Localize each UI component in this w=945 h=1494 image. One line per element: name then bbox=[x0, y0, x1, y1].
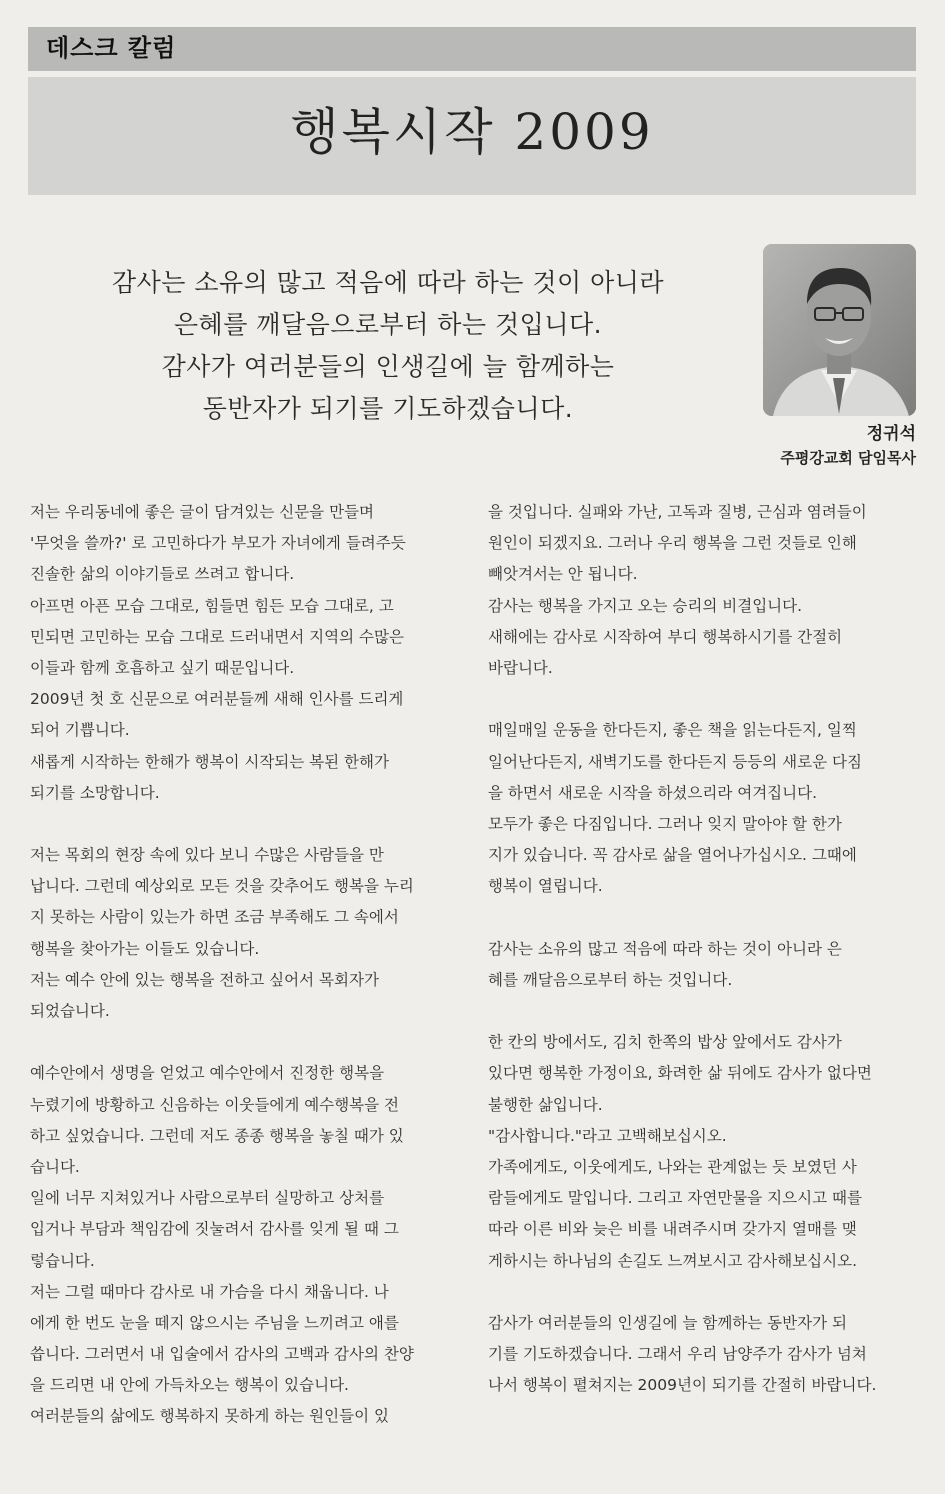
pull-quote-line: 동반자가 되기를 기도하겠습니다. bbox=[202, 394, 574, 423]
body-text-line: "감사합니다."라고 고백해보십시오. bbox=[488, 1126, 727, 1145]
body-column-left bbox=[30, 497, 470, 1433]
body-text-line: 나서 행복이 펼쳐지는 2009년이 되기를 간절히 바랍니다. bbox=[488, 1376, 877, 1395]
body-text-line: 저는 우리동네에 좋은 글이 담겨있는 신문을 만들며 bbox=[30, 503, 374, 521]
paragraph-gap bbox=[30, 1027, 470, 1058]
body-text-line: 불행한 삶입니다. bbox=[488, 1095, 603, 1114]
body-text-line: 람들에게도 말입니다. 그리고 자연만물을 지으시고 때를 bbox=[488, 1189, 862, 1208]
body-text-line: 새해에는 감사로 시작하여 부디 행복하시기를 간절히 bbox=[488, 627, 843, 646]
body-text-line: 이들과 함께 호흡하고 싶기 때문입니다. bbox=[30, 658, 295, 677]
body-text-line: 진솔한 삶의 이야기들로 쓰려고 합니다. bbox=[30, 565, 295, 584]
body-text-line: 일에 너무 지쳐있거나 사람으로부터 실망하고 상처를 bbox=[30, 1189, 385, 1208]
body-text-line: 혜를 깨달음으로부터 하는 것입니다. bbox=[488, 970, 733, 989]
article-title: 행복시작 2009 bbox=[290, 103, 654, 161]
pull-quote-line: 감사가 여러분들의 인생길에 늘 함께하는 bbox=[161, 352, 615, 381]
body-text-line: 을 하면서 새로운 시작을 하셨으리라 여겨집니다. bbox=[488, 783, 818, 802]
body-text-line: 한 칸의 방에서도, 김치 한쪽의 밥상 앞에서도 감사가 bbox=[488, 1033, 842, 1052]
paragraph-gap bbox=[488, 1277, 928, 1308]
body-text-line: 되었습니다. bbox=[30, 1002, 110, 1020]
body-text-line: 누렸기에 방황하고 신음하는 이웃들에게 예수행복을 전 bbox=[30, 1095, 400, 1114]
body-text-line: 있다면 행복한 가정이요, 화려한 삶 뒤에도 감사가 없다면 bbox=[488, 1064, 872, 1083]
body-text-line: 에게 한 번도 눈을 떼지 않으시는 주님을 느끼려고 애를 bbox=[30, 1313, 399, 1332]
author-photo bbox=[763, 244, 916, 416]
author-portrait-image bbox=[763, 244, 916, 416]
body-text-line: 렇습니다. bbox=[30, 1251, 95, 1270]
body-text-line: 저는 목회의 현장 속에 있다 보니 수많은 사람들을 만 bbox=[30, 846, 384, 865]
author-name: 정귀석 bbox=[866, 424, 916, 444]
paragraph-gap bbox=[488, 684, 928, 715]
body-text-line: 행복이 열립니다. bbox=[488, 877, 603, 896]
body-text-line: 을 것입니다. 실패와 가난, 고독과 질병, 근심과 염려들이 bbox=[488, 503, 867, 521]
body-text-line: 행복을 찾아가는 이들도 있습니다. bbox=[30, 939, 260, 958]
paragraph-gap bbox=[30, 809, 470, 840]
pull-quote-line: 은혜를 깨달음으로부터 하는 것입니다. bbox=[173, 310, 603, 339]
body-text-line: 게하시는 하나님의 손길도 느껴보시고 감사해보십시오. bbox=[488, 1251, 858, 1270]
paragraph-gap bbox=[488, 996, 928, 1027]
body-text-line: 을 드리면 내 안에 가득차오는 행복이 있습니다. bbox=[30, 1376, 349, 1395]
body-text-line: 따라 이른 비와 늦은 비를 내려주시며 갖가지 열매를 맺 bbox=[488, 1220, 857, 1239]
pull-quote bbox=[48, 262, 728, 430]
body-text-line: 입거나 부담과 책임감에 짓눌려서 감사를 잊게 될 때 그 bbox=[30, 1220, 399, 1239]
body-text-line: 바랍니다. bbox=[488, 658, 553, 677]
body-text-line: 씁니다. 그러면서 내 입술에서 감사의 고백과 감사의 찬양 bbox=[30, 1345, 414, 1364]
body-text-line: 가족에게도, 이웃에게도, 나와는 관계없는 듯 보였던 사 bbox=[488, 1157, 857, 1176]
body-text-line: 모두가 좋은 다짐입니다. 그러나 잊지 말아야 할 한가 bbox=[488, 814, 842, 833]
body-text-line: 납니다. 그런데 예상외로 모든 것을 갖추어도 행복을 누리 bbox=[30, 877, 414, 896]
body-text-line: 저는 예수 안에 있는 행복을 전하고 싶어서 목회자가 bbox=[30, 970, 379, 989]
body-text-line: 여러분들의 삶에도 행복하지 못하게 하는 원인들이 있 bbox=[30, 1407, 389, 1426]
body-text-line: 되기를 소망합니다. bbox=[30, 783, 160, 802]
body-text-line: 지가 있습니다. 꼭 감사로 삶을 열어나가십시오. 그때에 bbox=[488, 846, 857, 865]
body-text-line: 2009년 첫 호 신문으로 여러분들께 새해 인사를 드리게 bbox=[30, 690, 404, 709]
body-text-line: 빼앗겨서는 안 됩니다. bbox=[488, 565, 638, 584]
author-role: 주평강교회 담임목사 bbox=[780, 449, 916, 467]
body-text-line: 기를 기도하겠습니다. 그래서 우리 남양주가 감사가 넘쳐 bbox=[488, 1345, 867, 1364]
body-text-line: 일어난다든지, 새벽기도를 한다든지 등등의 새로운 다짐 bbox=[488, 752, 862, 771]
body-text-line: 민되면 고민하는 모습 그대로 드러내면서 지역의 수많은 bbox=[30, 627, 404, 646]
body-text-line: 매일매일 운동을 한다든지, 좋은 책을 읽는다든지, 일찍 bbox=[488, 721, 857, 740]
paragraph-gap bbox=[488, 902, 928, 933]
body-text-line: 감사가 여러분들의 인생길에 늘 함께하는 동반자가 되 bbox=[488, 1313, 847, 1332]
body-text-line: 원인이 되겠지요. 그러나 우리 행복을 그런 것들로 인해 bbox=[488, 534, 857, 553]
body-text-line: 아프면 아픈 모습 그대로, 힘들면 힘든 모습 그대로, 고 bbox=[30, 596, 394, 615]
body-text-line: 새롭게 시작하는 한해가 행복이 시작되는 복된 한해가 bbox=[30, 752, 389, 771]
body-text-line: 예수안에서 생명을 얻었고 예수안에서 진정한 행복을 bbox=[30, 1064, 385, 1083]
section-label: 데스크 칼럼 bbox=[46, 34, 177, 62]
body-text-line: 감사는 소유의 많고 적음에 따라 하는 것이 아니라 은 bbox=[488, 939, 842, 958]
body-text-line: 감사는 행복을 가지고 오는 승리의 비결입니다. bbox=[488, 596, 803, 615]
body-text-line: 되어 기쁩니다. bbox=[30, 721, 130, 740]
body-text-line: 저는 그럴 때마다 감사로 내 가슴을 다시 채웁니다. 나 bbox=[30, 1282, 389, 1301]
body-text-line: 지 못하는 사람이 있는가 하면 조금 부족해도 그 속에서 bbox=[30, 908, 399, 927]
body-text-line: 하고 싶었습니다. 그런데 저도 종종 행복을 놓칠 때가 있 bbox=[30, 1126, 404, 1145]
pull-quote-line: 감사는 소유의 많고 적음에 따라 하는 것이 아니라 bbox=[111, 268, 665, 297]
body-text-line: 습니다. bbox=[30, 1157, 80, 1176]
body-text-line: '무엇을 쓸까?' 로 고민하다가 부모가 자녀에게 들려주듯 bbox=[30, 534, 406, 553]
body-column-right bbox=[488, 497, 928, 1401]
